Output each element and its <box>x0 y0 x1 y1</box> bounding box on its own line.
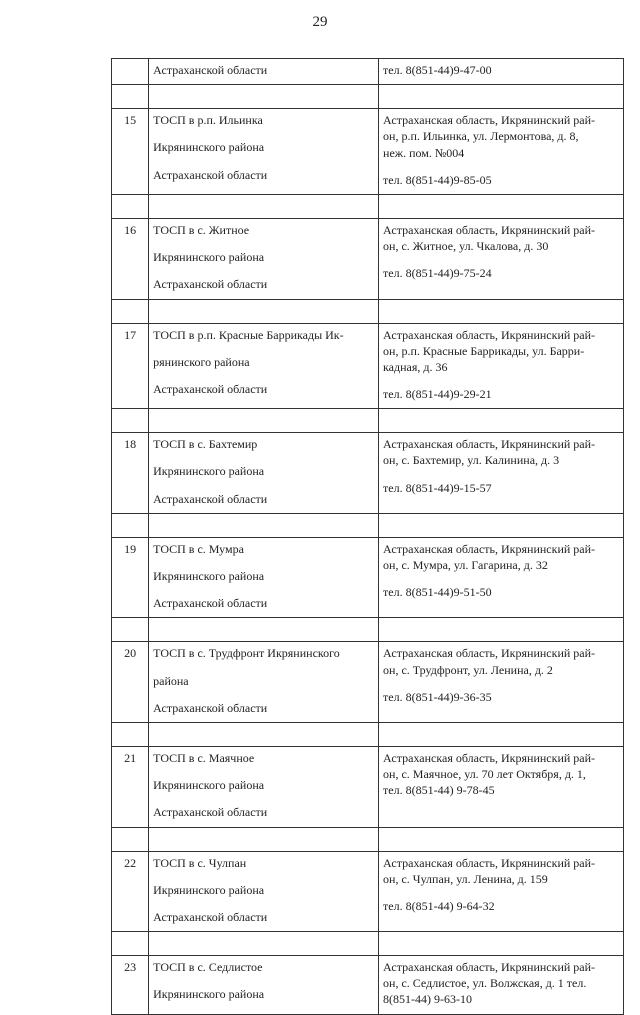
address-cell <box>379 109 624 195</box>
table-row <box>112 537 624 618</box>
name-cell <box>149 433 379 514</box>
address-line: Астраханская область, Икрянинский рай- <box>383 960 596 975</box>
row-spacer <box>112 85 624 109</box>
name-line: Астраханской области <box>153 277 268 292</box>
name-line: ТОСП в р.п. Ильинка <box>153 113 263 128</box>
address-cell <box>379 323 624 409</box>
row-spacer <box>112 722 624 746</box>
address-line: Астраханская область, Икрянинский рай- <box>383 222 596 237</box>
address-line: Астраханская область, Икрянинский рай- <box>383 646 596 661</box>
row-number: 19 <box>124 541 137 556</box>
phone-line: тел. 8(851-44)9-36-35 <box>383 689 492 704</box>
name-line: ТОСП в с. Бахтемир <box>153 437 258 452</box>
address-line: кадная, д. 36 <box>383 359 448 374</box>
table-row <box>112 323 624 409</box>
name-line: ТОСП в с. Чулпан <box>153 855 247 870</box>
row-spacer <box>112 299 624 323</box>
name-line: ТОСП в с. Седлистое <box>153 960 263 975</box>
name-cell <box>149 109 379 195</box>
name-line: рянинского района <box>153 354 250 369</box>
name-cell <box>149 851 379 932</box>
address-line: Астраханская область, Икрянинский рай- <box>383 541 596 556</box>
address-line: неж. пом. №004 <box>383 145 465 160</box>
table-row <box>112 433 624 514</box>
table-row <box>112 109 624 195</box>
name-cell <box>149 537 379 618</box>
name-cell <box>149 746 379 827</box>
address-line: 8(851-44) 9-63-10 <box>383 992 473 1007</box>
address-cell <box>379 956 624 1015</box>
address-cell <box>379 642 624 723</box>
address-line: тел. 8(851-44) 9-78-45 <box>383 783 495 798</box>
name-cell <box>149 956 379 1015</box>
name-line: Икрянинского района <box>153 464 265 479</box>
table-row <box>112 746 624 827</box>
row-number-cell <box>112 59 149 85</box>
row-number: 20 <box>124 646 137 661</box>
address-cell <box>379 746 624 827</box>
name-line: ТОСП в с. Мумра <box>153 541 244 556</box>
row-number-cell <box>112 218 149 299</box>
row-number: 16 <box>124 222 137 237</box>
name-line: Астраханской области <box>153 491 268 506</box>
row-number: 22 <box>124 855 137 870</box>
address-line: Астраханская область, Икрянинский рай- <box>383 750 596 765</box>
row-number: 17 <box>124 327 137 342</box>
name-line: Астраханской области <box>153 805 268 820</box>
address-line: он, р.п. Красные Баррикады, ул. Барри- <box>383 343 585 358</box>
row-number-cell <box>112 109 149 195</box>
phone-line: тел. 8(851-44)9-51-50 <box>383 585 492 600</box>
address-cell <box>379 218 624 299</box>
row-spacer <box>112 513 624 537</box>
table-row <box>112 218 624 299</box>
name-line: ТОСП в с. Маячное <box>153 750 255 765</box>
phone-line: тел. 8(851-44)9-15-57 <box>383 480 492 495</box>
row-number: 15 <box>124 113 137 128</box>
address-line: он, с. Чулпан, ул. Ленина, д. 159 <box>383 871 548 886</box>
row-spacer <box>112 194 624 218</box>
row-spacer <box>112 932 624 956</box>
name-line: Астраханской области <box>153 596 268 611</box>
address-cell <box>379 851 624 932</box>
address-line: Астраханская область, Икрянинский рай- <box>383 327 596 342</box>
name-line: ТОСП в с. Трудфронт Икрянинского <box>153 646 340 661</box>
address-line: он, р.п. Ильинка, ул. Лермонтова, д. 8, <box>383 129 579 144</box>
name-line: района <box>153 673 189 688</box>
address-line: он, с. Маячное, ул. 70 лет Октября, д. 1, <box>383 767 586 782</box>
address-line: он, с. Трудфронт, ул. Ленина, д. 2 <box>383 662 553 677</box>
row-spacer <box>112 827 624 851</box>
name-cell <box>149 642 379 723</box>
name-cell <box>149 218 379 299</box>
row-number-cell <box>112 323 149 409</box>
row-number: 18 <box>124 437 137 452</box>
row-number: 21 <box>124 750 137 765</box>
name-line: ТОСП в с. Житное <box>153 222 250 237</box>
name-line: Астраханской области <box>153 381 268 396</box>
name-cell <box>149 323 379 409</box>
address-line: он, с. Седлистое, ул. Волжская, д. 1 тел. <box>383 976 587 991</box>
phone-line: тел. 8(851-44)9-75-24 <box>383 266 492 281</box>
row-number-cell <box>112 956 149 1015</box>
organizations-table <box>111 58 624 1015</box>
row-number-cell <box>112 642 149 723</box>
table-row <box>112 956 624 1015</box>
address-line: он, с. Мумра, ул. Гагарина, д. 32 <box>383 558 548 572</box>
name-cell <box>149 59 379 85</box>
address-line: Астраханская область, Икрянинский рай- <box>383 855 596 870</box>
address-line: он, с. Бахтемир, ул. Калинина, д. 3 <box>383 453 560 468</box>
phone-line: тел. 8(851-44) 9-64-32 <box>383 898 495 913</box>
address-line: Астраханская область, Икрянинский рай- <box>383 113 596 128</box>
phone-line: тел. 8(851-44)9-47-00 <box>383 63 492 77</box>
name-line: Икрянинского района <box>153 250 265 265</box>
name-line: Астраханской области <box>153 700 268 715</box>
row-spacer <box>112 618 624 642</box>
page-number: 29 <box>312 14 328 30</box>
table-row <box>112 642 624 723</box>
row-number-cell <box>112 537 149 618</box>
name-line: Икрянинского района <box>153 882 265 897</box>
address-cell <box>379 59 624 85</box>
row-number-cell <box>112 851 149 932</box>
row-spacer <box>112 409 624 433</box>
table-row-continued <box>112 59 624 85</box>
name-line: Астраханской области <box>153 63 268 77</box>
name-line: ТОСП в р.п. Красные Баррикады Ик- <box>153 327 344 342</box>
row-number-cell <box>112 433 149 514</box>
row-number-cell <box>112 746 149 827</box>
name-line: Икрянинского района <box>153 987 265 1002</box>
table-row <box>112 851 624 932</box>
address-cell <box>379 537 624 618</box>
name-line: Икрянинского района <box>153 778 265 793</box>
address-line: Астраханская область, Икрянинский рай- <box>383 437 596 452</box>
name-line: Икрянинского района <box>153 569 265 583</box>
name-line: Астраханской области <box>153 909 268 924</box>
row-number: 23 <box>124 960 137 975</box>
address-cell <box>379 433 624 514</box>
address-line: он, с. Житное, ул. Чкалова, д. 30 <box>383 239 549 254</box>
phone-line: тел. 8(851-44)9-85-05 <box>383 172 492 187</box>
name-line: Икрянинского района <box>153 140 265 155</box>
phone-line: тел. 8(851-44)9-29-21 <box>383 387 492 402</box>
name-line: Астраханской области <box>153 167 268 182</box>
